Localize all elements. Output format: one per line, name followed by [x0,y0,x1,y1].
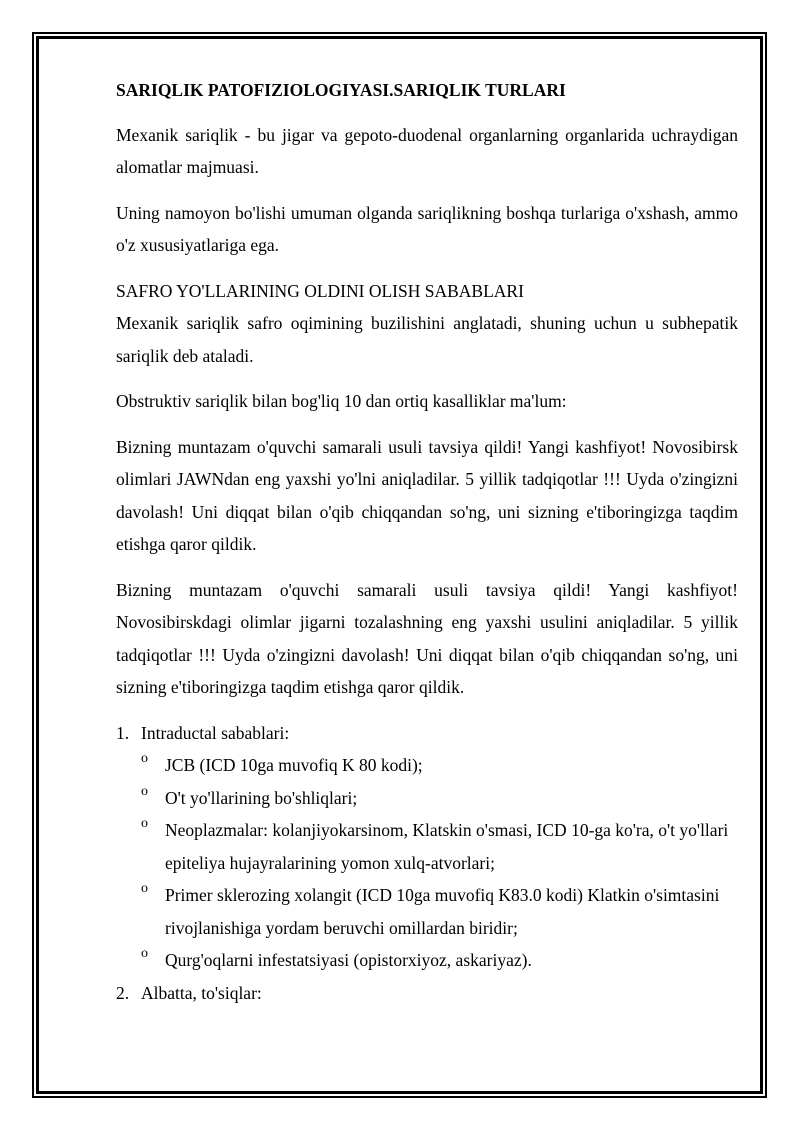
list-item-label: Intraductal sabablari: [141,722,290,743]
list-item-text: O't yo'llarining bo'shliqlari; [165,787,358,808]
list-item [141,749,738,782]
bullet-marker: o [141,783,148,799]
bullet-marker: o [141,816,148,831]
list-item-text: Neoplazmalar: kolanjiyokarsinom, Klatskin o'smasi, ICD 10-ga ko'ra, o't yo'llari epiteliya hujayralarining yomon xulq-atvorlari; [165,820,729,873]
list-item-text: Primer sklerozing xolangit (ICD 10ga muvofiq K83.0 kodi) Klatkin o'simtasini rivojlanishiga yordam beruvchi omillardan biridir; [165,885,720,938]
list-item [141,782,738,815]
bullet-marker: o [141,946,148,961]
list-item-text: JCB (ICD 10ga muvofiq K 80 kodi); [165,755,423,775]
paragraph: Mexanik sariqlik - bu jigar va gepoto-duodenal organlarning organlarida uchraydigan alomatlar majmuasi. [116,124,738,177]
list-item [116,977,738,1010]
bullet-marker: o [141,751,148,766]
paragraph: Bizning muntazam o'quvchi samarali usuli tavsiya qildi! Yangi kashfiyot! Novosibirsk olimlari JAWNdan eng yaxshi yo'lni aniqladilar. 5 yillik tadqiqotlar !!! Uyda o'zingizni davolash! Uni diqqat bilan o'qib chiqqandan so'ng, uni sizning e'tiboringizga taqdim etishga qaror qildik. [116,436,738,554]
paragraph: Obstruktiv sariqlik bilan bog'liq 10 dan ortiq kasalliklar ma'lum: [116,391,567,411]
document-title: SARIQLIK PATOFIZIOLOGIYASI.SARIQLIK TURLARI [116,80,566,100]
list-item [141,879,738,944]
paragraph: Mexanik sariqlik safro oqimining buzilishini anglatadi, shuning uchun u subhepatik sariqlik deb ataladi. [116,313,738,366]
list-item [141,944,738,977]
bullet-marker: o [141,881,148,896]
list-number: 1. [116,722,130,743]
numbered-list [116,717,738,1010]
list-item-text: Qurg'oqlarni infestatsiyasi (opistorxiyoz, askariyaz). [165,950,532,970]
list-item [116,717,738,977]
paragraph: Bizning muntazam o'quvchi samarali usuli tavsiya qildi! Yangi kashfiyot! Novosibirskdagi olimlar jigarni tozalashning eng yaxshi usulini aniqladilar. 5 yillik tadqiqotlar !!! Uyda o'zingizni davolash! Uni diqqat bilan o'qib chiqqandan so'ng, uni sizning e'tiboringizga taqdim etishga qaror qildik. [116,579,738,697]
list-number: 2. [116,982,130,1003]
list-item [141,814,738,879]
section-heading: SAFRO YO'LLARINING OLDINI OLISH SABABLARI [116,280,524,301]
paragraph: Uning namoyon bo'lishi umuman olganda sariqlikning boshqa turlariga o'xshash, ammo o'z xususiyatlariga ega. [116,202,738,255]
list-item-label: Albatta, to'siqlar: [141,982,262,1003]
bullet-list [141,749,738,977]
document-body [116,74,738,1009]
